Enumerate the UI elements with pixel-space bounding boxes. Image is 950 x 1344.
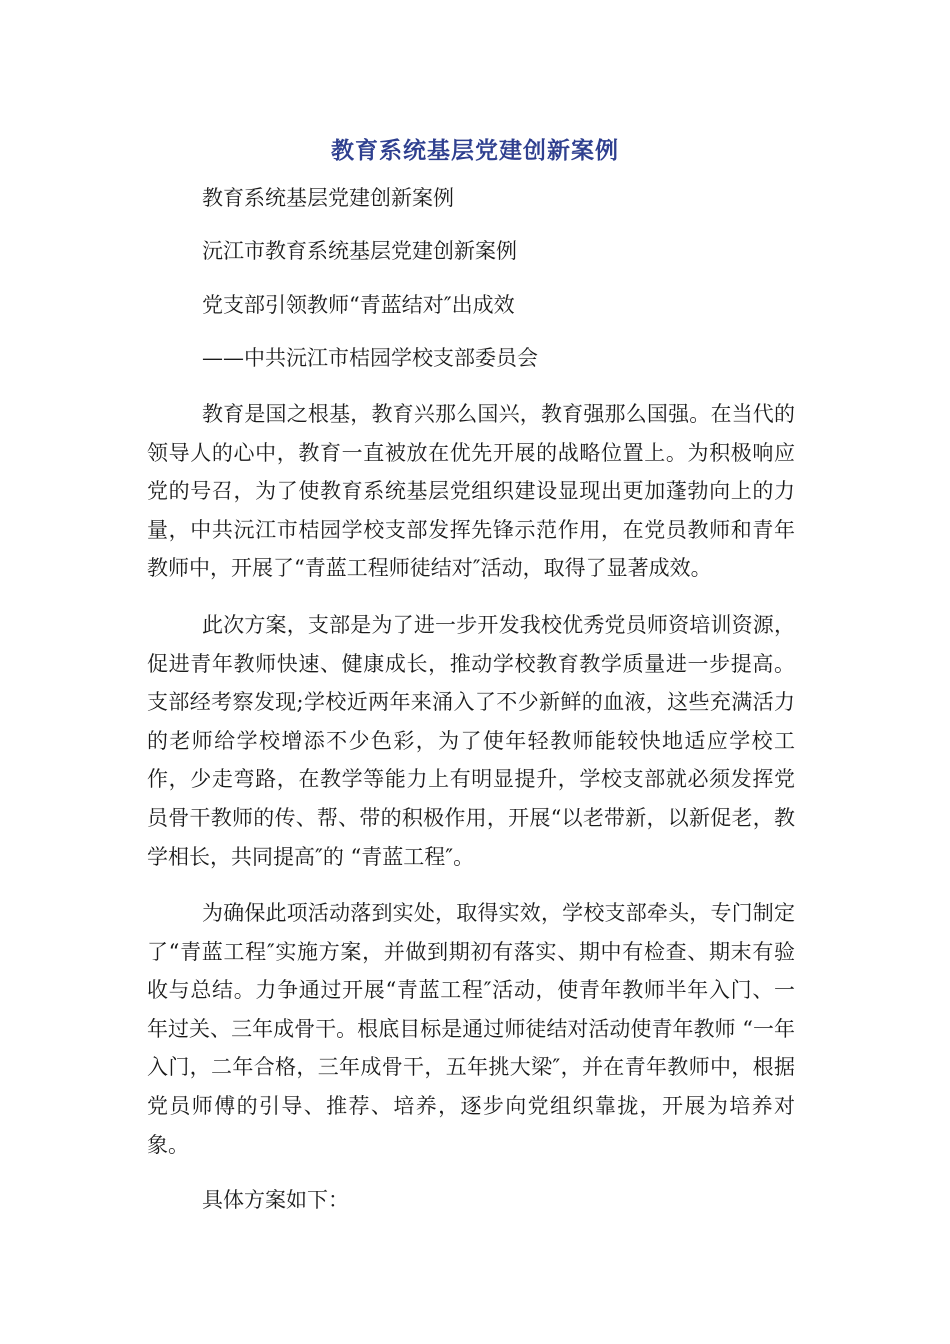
document-title: 教育系统基层党建创新案例 — [331, 138, 619, 164]
body-paragraph-plan: 此次方案，支部是为了进一步开发我校优秀党员师资培训资源，促进青年教师快速、健康成长，推动学校教育教学质量进一步提高。支部经考察发现;学校近两年来涌入了不少新鲜的血液，这些充满活力的老师给学校增添不少色彩，为了使年轻教师能较快地适应学校工作，少走弯路，在教学等能力上有明显提升，学校支部就必须发挥党员骨干教师的传、帮、带的积极作用，开展“以老带新，以新促老，教学相长，共同提高″的 “青蓝工程″。 — [147, 613, 795, 869]
subtitle-city-line: 沅江市教育系统基层党建创新案例 — [202, 239, 517, 263]
author-line: ——中共沅江市桔园学校支部委员会 — [202, 346, 538, 370]
case-headline: 党支部引领教师“青蓝结对″出成效 — [202, 293, 515, 317]
body-paragraph-intro: 教育是国之根基，教育兴那么国兴，教育强那么国强。在当代的领导人的心中，教育一直被放在优先开展的战略位置上。为积极响应党的号召，为了使教育系统基层党组织建设显现出更加蓬勃向上的力量，中共沅江市桔园学校支部发挥先锋示范作用，在党员教师和青年教师中，开展了“青蓝工程师徒结对″活动，取得了显著成效。 — [147, 402, 795, 581]
closing-line: 具体方案如下： — [202, 1188, 349, 1212]
subtitle-line: 教育系统基层党建创新案例 — [202, 186, 454, 210]
body-paragraph-implementation: 为确保此项活动落到实处，取得实效，学校支部牵头，专门制定了“青蓝工程″实施方案，并做到期初有落实、期中有检查、期末有验收与总结。力争通过开展“青蓝工程″活动，使青年教师半年入门、一年过关、三年成骨干。根底目标是通过师徒结对活动使青年教师 “一年入门，二年合格，三年成骨干，五年挑大梁″，并在青年教师中，根据党员师傅的引导、推荐、培养，逐步向党组织靠拢，开展为培养对象。 — [147, 901, 795, 1157]
